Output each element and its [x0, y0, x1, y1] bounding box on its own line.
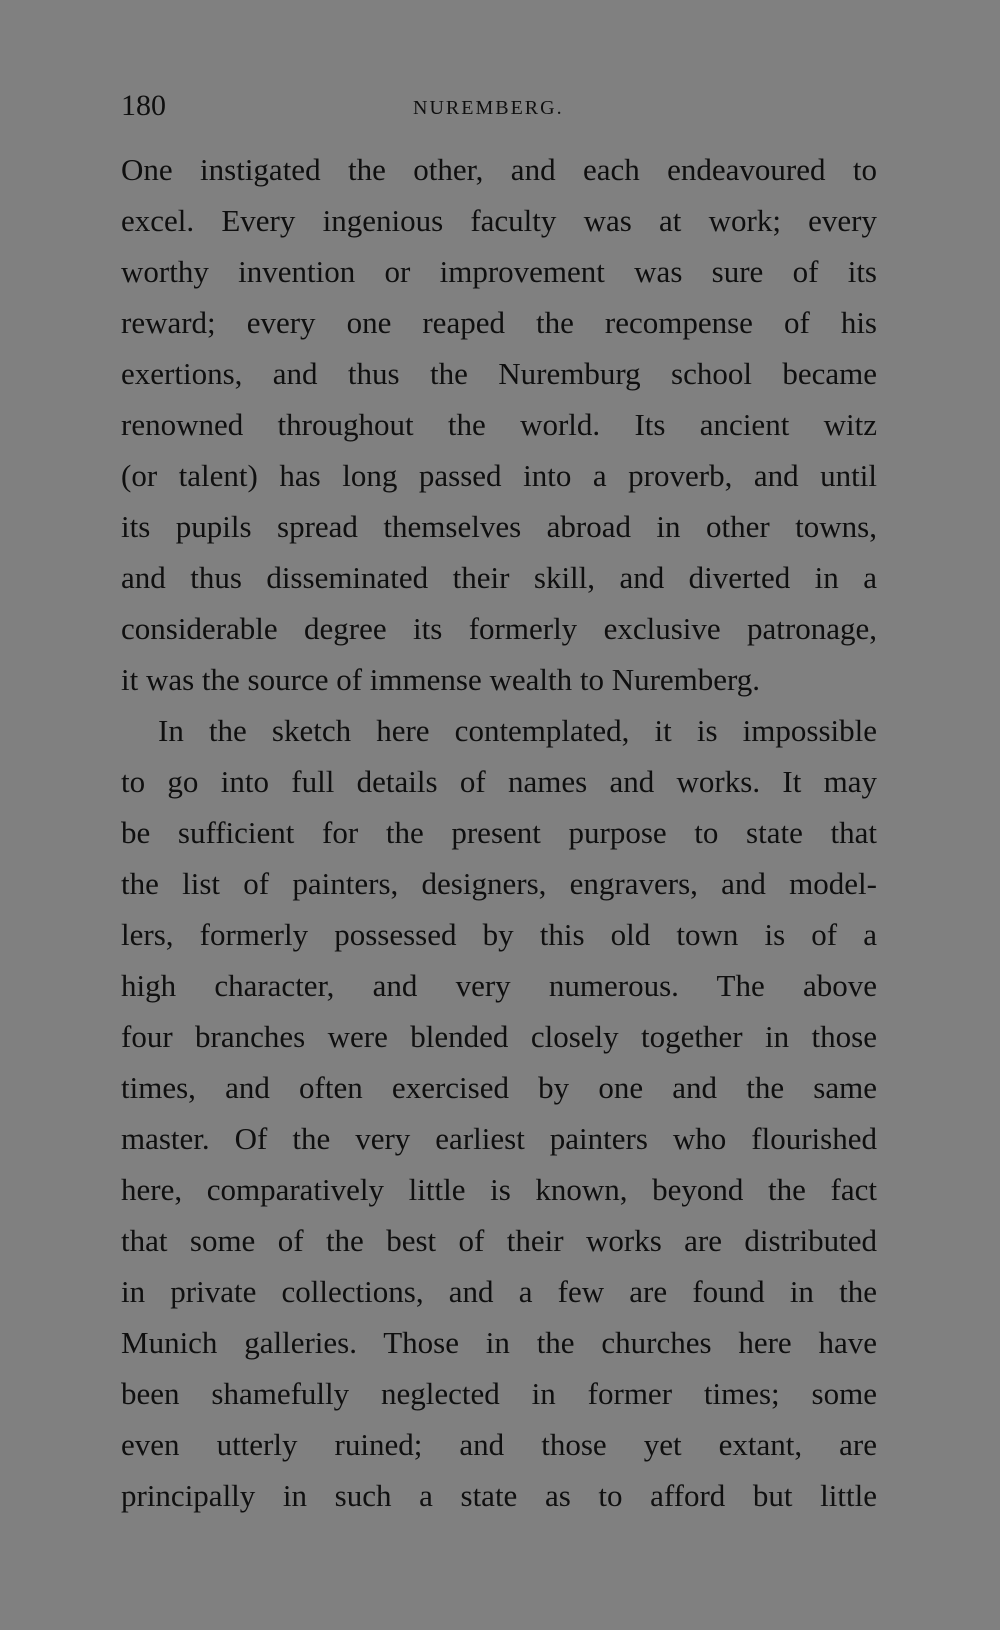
body-text: [121, 144, 877, 1521]
text-line: to go into full details of names and works. It may: [121, 764, 877, 799]
text-line: One instigated the other, and each endeavoured to: [121, 152, 877, 187]
text-line: here, comparatively little is known, beyond the fact: [121, 1172, 877, 1207]
text-line: considerable degree its formerly exclusive patronage,: [121, 611, 877, 646]
text-line: and thus disseminated their skill, and diverted in a: [121, 560, 877, 595]
text-line: that some of the best of their works are distributed: [121, 1223, 877, 1258]
text-line: high character, and very numerous. The above: [121, 968, 877, 1003]
paragraph-2: [121, 705, 877, 1521]
text-line: times, and often exercised by one and the same: [121, 1070, 877, 1105]
text-line: even utterly ruined; and those yet extant, are: [121, 1427, 877, 1462]
text-line: Munich galleries. Those in the churches here have: [121, 1325, 877, 1360]
text-line: master. Of the very earliest painters who flourished: [121, 1121, 877, 1156]
text-line: four branches were blended closely together in those: [121, 1019, 877, 1054]
text-line: lers, formerly possessed by this old town is of a: [121, 917, 877, 952]
page-header: [121, 86, 877, 126]
page-number: 180: [121, 89, 166, 122]
text-line: been shamefully neglected in former times; some: [121, 1376, 877, 1411]
text-line: In the sketch here contemplated, it is impossible: [158, 713, 877, 748]
text-line: it was the source of immense wealth to Nuremberg.: [121, 662, 761, 697]
text-line: excel. Every ingenious faculty was at work; every: [121, 203, 877, 238]
text-line: its pupils spread themselves abroad in other towns,: [121, 509, 877, 544]
text-line: be sufficient for the present purpose to state that: [121, 815, 877, 850]
running-head: NUREMBERG.: [413, 97, 564, 119]
text-line: principally in such a state as to afford but little: [121, 1478, 877, 1513]
text-line: (or talent) has long passed into a proverb, and until: [121, 458, 877, 493]
paragraph-1: [121, 144, 877, 705]
text-line: worthy invention or improvement was sure of its: [121, 254, 877, 289]
text-line: reward; every one reaped the recompense of his: [121, 305, 877, 340]
text-line: exertions, and thus the Nuremburg school became: [121, 356, 877, 391]
text-line: in private collections, and a few are found in the: [121, 1274, 877, 1309]
text-line: the list of painters, designers, engravers, and model-: [121, 866, 877, 901]
text-line: renowned throughout the world. Its ancient witz: [121, 407, 877, 442]
